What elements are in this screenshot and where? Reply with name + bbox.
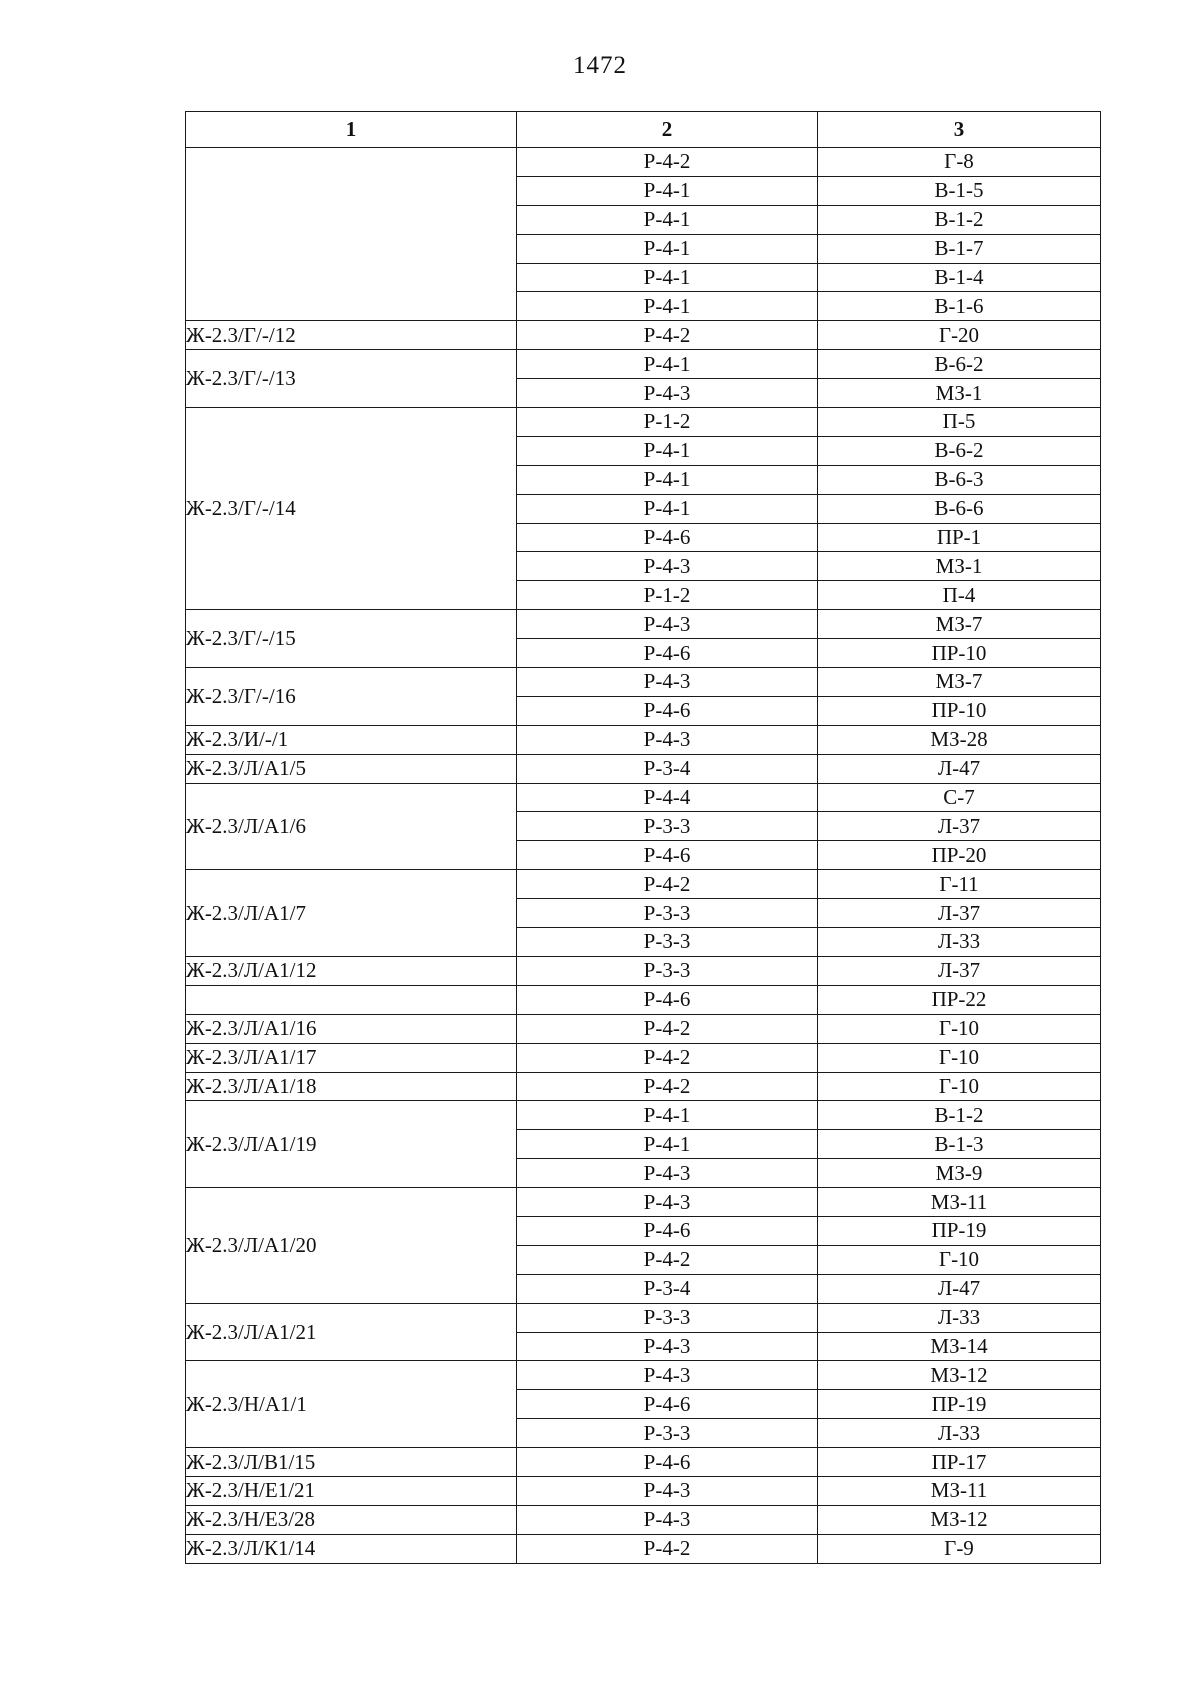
code-cell: Р-4-6 <box>517 639 818 668</box>
ref-cell: МЗ-11 <box>818 1476 1101 1505</box>
row-label-cell: Ж-2.3/Л/А1/6 <box>186 783 517 870</box>
code-cell: Р-4-1 <box>517 1130 818 1159</box>
code-cell: Р-4-3 <box>517 1505 818 1534</box>
table-row <box>186 408 1101 437</box>
row-label-cell: Ж-2.3/Г/-/16 <box>186 668 517 726</box>
row-label-cell <box>186 985 517 1014</box>
code-cell: Р-4-3 <box>517 725 818 754</box>
ref-cell: Л-37 <box>818 899 1101 928</box>
code-cell: Р-4-1 <box>517 1101 818 1130</box>
table-row <box>186 1014 1101 1043</box>
table-header-row <box>186 112 1101 148</box>
row-label-cell: Ж-2.3/Г/-/14 <box>186 408 517 610</box>
ref-cell: П-4 <box>818 581 1101 610</box>
row-label-cell: Ж-2.3/Г/-/15 <box>186 610 517 668</box>
code-cell: Р-3-4 <box>517 754 818 783</box>
row-label-cell: Ж-2.3/Л/А1/5 <box>186 754 517 783</box>
code-cell: Р-4-2 <box>517 1534 818 1563</box>
row-label-cell: Ж-2.3/Н/Е3/28 <box>186 1505 517 1534</box>
header-col-1: 1 <box>186 112 517 148</box>
table-row <box>186 1534 1101 1563</box>
code-cell: Р-4-6 <box>517 1390 818 1419</box>
code-cell: Р-4-3 <box>517 668 818 697</box>
code-cell: Р-3-3 <box>517 1419 818 1448</box>
code-cell: Р-4-6 <box>517 985 818 1014</box>
code-cell: Р-4-3 <box>517 1476 818 1505</box>
table-row <box>186 725 1101 754</box>
code-cell: Р-4-6 <box>517 841 818 870</box>
ref-cell: МЗ-9 <box>818 1159 1101 1188</box>
ref-cell: Л-33 <box>818 1303 1101 1332</box>
ref-cell: Г-20 <box>818 321 1101 350</box>
ref-cell: МЗ-1 <box>818 552 1101 581</box>
ref-cell: МЗ-7 <box>818 668 1101 697</box>
row-label-cell: Ж-2.3/Л/А1/19 <box>186 1101 517 1188</box>
code-cell: Р-4-2 <box>517 148 818 177</box>
code-cell: Р-4-2 <box>517 1043 818 1072</box>
code-cell: Р-4-6 <box>517 1448 818 1477</box>
code-cell: Р-1-2 <box>517 581 818 610</box>
header-col-3: 3 <box>818 112 1101 148</box>
code-cell: Р-4-6 <box>517 1216 818 1245</box>
code-cell: Р-4-1 <box>517 465 818 494</box>
row-label-cell: Ж-2.3/Л/В1/15 <box>186 1448 517 1477</box>
header-col-2: 2 <box>517 112 818 148</box>
ref-cell: Г-10 <box>818 1043 1101 1072</box>
table-row <box>186 148 1101 177</box>
table-row <box>186 610 1101 639</box>
code-cell: Р-3-3 <box>517 812 818 841</box>
code-cell: Р-3-3 <box>517 1303 818 1332</box>
table-row <box>186 754 1101 783</box>
row-label-cell: Ж-2.3/Л/А1/20 <box>186 1188 517 1304</box>
table-row <box>186 350 1101 379</box>
ref-cell: В-1-2 <box>818 1101 1101 1130</box>
ref-cell: МЗ-7 <box>818 610 1101 639</box>
ref-cell: Г-10 <box>818 1245 1101 1274</box>
row-label-cell: Ж-2.3/Г/-/12 <box>186 321 517 350</box>
ref-cell: Л-37 <box>818 956 1101 985</box>
ref-cell: Г-10 <box>818 1014 1101 1043</box>
ref-cell: Г-11 <box>818 870 1101 899</box>
ref-cell: В-1-2 <box>818 205 1101 234</box>
ref-cell: ПР-19 <box>818 1216 1101 1245</box>
code-cell: Р-3-3 <box>517 956 818 985</box>
code-cell: Р-4-1 <box>517 292 818 321</box>
ref-cell: МЗ-14 <box>818 1332 1101 1361</box>
ref-cell: Л-33 <box>818 928 1101 957</box>
table-row <box>186 985 1101 1014</box>
ref-cell: В-6-6 <box>818 494 1101 523</box>
row-label-cell: Ж-2.3/Л/К1/14 <box>186 1534 517 1563</box>
code-cell: Р-4-1 <box>517 234 818 263</box>
ref-cell: Г-10 <box>818 1072 1101 1101</box>
ref-cell: Л-47 <box>818 1274 1101 1303</box>
code-cell: Р-4-6 <box>517 696 818 725</box>
data-table <box>185 111 1101 1564</box>
ref-cell: Л-33 <box>818 1419 1101 1448</box>
table-row <box>186 1101 1101 1130</box>
code-cell: Р-4-3 <box>517 379 818 408</box>
row-label-cell: Ж-2.3/Л/А1/18 <box>186 1072 517 1101</box>
code-cell: Р-4-3 <box>517 1159 818 1188</box>
code-cell: Р-4-3 <box>517 610 818 639</box>
ref-cell: П-5 <box>818 408 1101 437</box>
ref-cell: МЗ-12 <box>818 1505 1101 1534</box>
ref-cell: Л-37 <box>818 812 1101 841</box>
code-cell: Р-4-2 <box>517 1014 818 1043</box>
ref-cell: МЗ-12 <box>818 1361 1101 1390</box>
ref-cell: ПР-20 <box>818 841 1101 870</box>
row-label-cell: Ж-2.3/Л/А1/21 <box>186 1303 517 1361</box>
row-label-cell: Ж-2.3/Н/Е1/21 <box>186 1476 517 1505</box>
code-cell: Р-3-3 <box>517 928 818 957</box>
ref-cell: Г-8 <box>818 148 1101 177</box>
table-row <box>186 1505 1101 1534</box>
ref-cell: С-7 <box>818 783 1101 812</box>
code-cell: Р-4-2 <box>517 1245 818 1274</box>
table-body <box>186 148 1101 1564</box>
code-cell: Р-4-6 <box>517 523 818 552</box>
table-row <box>186 1043 1101 1072</box>
code-cell: Р-4-3 <box>517 1188 818 1217</box>
code-cell: Р-4-1 <box>517 494 818 523</box>
table-row <box>186 956 1101 985</box>
page-number: 1472 <box>573 52 627 79</box>
table-row <box>186 1448 1101 1477</box>
table-row <box>186 870 1101 899</box>
code-cell: Р-1-2 <box>517 408 818 437</box>
ref-cell: В-6-2 <box>818 350 1101 379</box>
code-cell: Р-4-2 <box>517 321 818 350</box>
row-label-cell: Ж-2.3/Н/А1/1 <box>186 1361 517 1448</box>
table-row <box>186 783 1101 812</box>
ref-cell: В-1-5 <box>818 176 1101 205</box>
ref-cell: В-1-6 <box>818 292 1101 321</box>
table-row <box>186 1361 1101 1390</box>
ref-cell: МЗ-1 <box>818 379 1101 408</box>
table-row <box>186 1072 1101 1101</box>
ref-cell: МЗ-11 <box>818 1188 1101 1217</box>
ref-cell: ПР-19 <box>818 1390 1101 1419</box>
code-cell: Р-4-3 <box>517 1332 818 1361</box>
ref-cell: Г-9 <box>818 1534 1101 1563</box>
table-row <box>186 1476 1101 1505</box>
code-cell: Р-4-3 <box>517 1361 818 1390</box>
table-row <box>186 1188 1101 1217</box>
code-cell: Р-3-4 <box>517 1274 818 1303</box>
code-cell: Р-3-3 <box>517 899 818 928</box>
row-label-cell: Ж-2.3/Л/А1/7 <box>186 870 517 957</box>
ref-cell: ПР-17 <box>818 1448 1101 1477</box>
table-row <box>186 668 1101 697</box>
ref-cell: В-1-3 <box>818 1130 1101 1159</box>
row-label-cell: Ж-2.3/Л/А1/12 <box>186 956 517 985</box>
code-cell: Р-4-1 <box>517 436 818 465</box>
code-cell: Р-4-4 <box>517 783 818 812</box>
row-label-cell: Ж-2.3/Л/А1/17 <box>186 1043 517 1072</box>
code-cell: Р-4-2 <box>517 870 818 899</box>
table-row <box>186 1303 1101 1332</box>
ref-cell: В-6-2 <box>818 436 1101 465</box>
code-cell: Р-4-1 <box>517 205 818 234</box>
row-label-cell: Ж-2.3/И/-/1 <box>186 725 517 754</box>
code-cell: Р-4-1 <box>517 263 818 292</box>
ref-cell: В-1-4 <box>818 263 1101 292</box>
row-label-cell <box>186 148 517 321</box>
ref-cell: В-6-3 <box>818 465 1101 494</box>
row-label-cell: Ж-2.3/Г/-/13 <box>186 350 517 408</box>
ref-cell: ПР-1 <box>818 523 1101 552</box>
row-label-cell: Ж-2.3/Л/А1/16 <box>186 1014 517 1043</box>
ref-cell: ПР-22 <box>818 985 1101 1014</box>
ref-cell: В-1-7 <box>818 234 1101 263</box>
ref-cell: Л-47 <box>818 754 1101 783</box>
code-cell: Р-4-1 <box>517 176 818 205</box>
code-cell: Р-4-2 <box>517 1072 818 1101</box>
ref-cell: МЗ-28 <box>818 725 1101 754</box>
ref-cell: ПР-10 <box>818 696 1101 725</box>
code-cell: Р-4-3 <box>517 552 818 581</box>
ref-cell: ПР-10 <box>818 639 1101 668</box>
code-cell: Р-4-1 <box>517 350 818 379</box>
table-row <box>186 321 1101 350</box>
